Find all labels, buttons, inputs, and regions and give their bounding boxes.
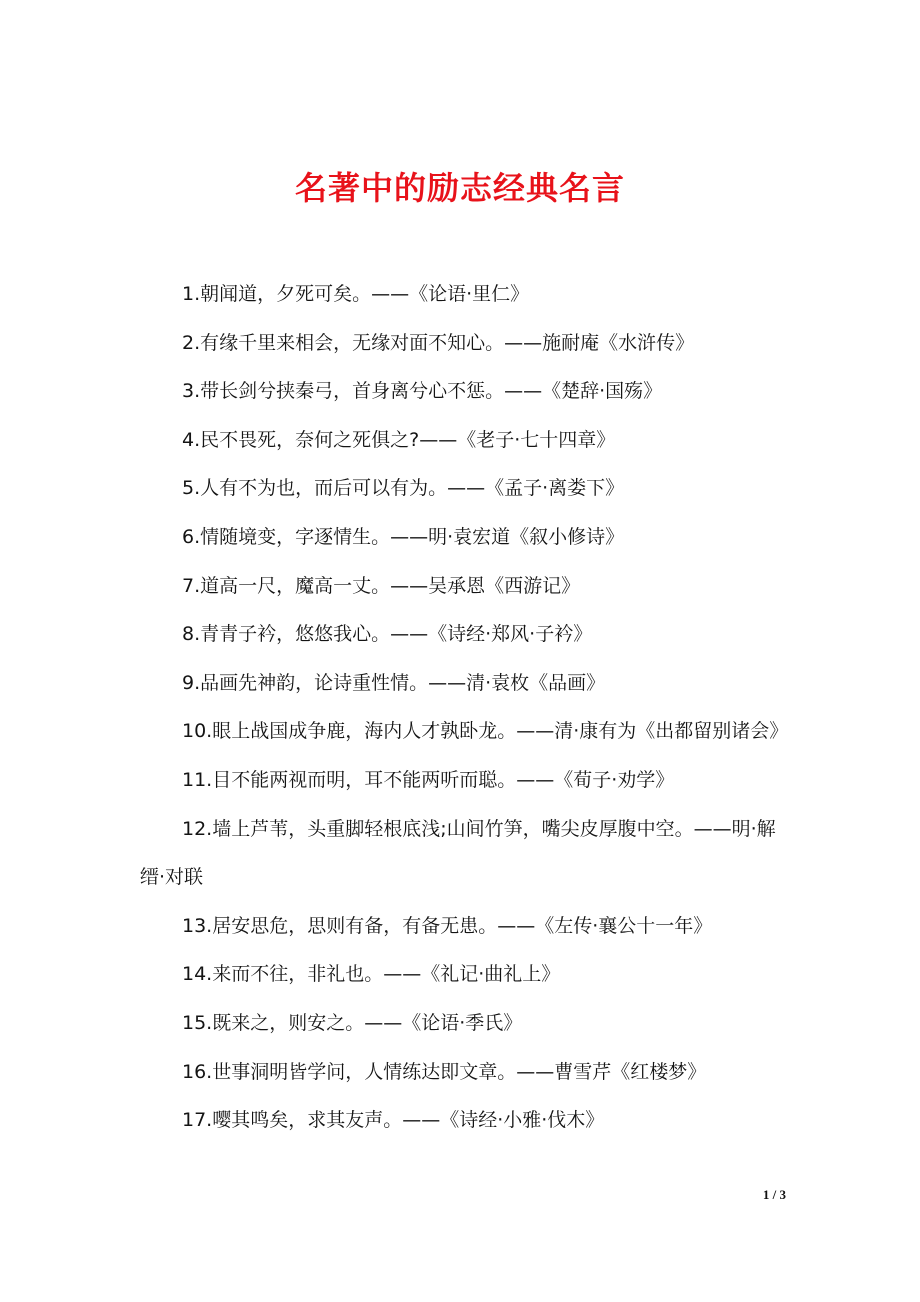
quote-item: 11.目不能两视而明，耳不能两听而聪。——《荀子·劝学》 xyxy=(182,768,675,791)
quote-item: 12.墙上芦苇，头重脚轻根底浅;山间竹笋，嘴尖皮厚腹中空。——明·解缙·对联 xyxy=(140,817,776,889)
quote-item: 15.既来之，则安之。——《论语·季氏》 xyxy=(182,1011,523,1034)
quote-item: 17.嘤其鸣矣，求其友声。——《诗经·小雅·伐木》 xyxy=(182,1109,605,1132)
page-number: 1 / 3 xyxy=(762,1187,786,1202)
quote-item: 7.道高一尺，魔高一丈。——吴承恩《西游记》 xyxy=(182,574,581,597)
quote-item: 4.民不畏死，奈何之死俱之?——《老子·七十四章》 xyxy=(182,428,616,451)
quote-item: 6.情随境变，字逐情生。——明·袁宏道《叙小修诗》 xyxy=(182,525,625,548)
quote-item: 3.带长剑兮挟秦弓，首身离兮心不惩。——《楚辞·国殇》 xyxy=(182,380,663,403)
quote-item: 10.眼上战国成争鹿，海内人才孰卧龙。——清·康有为《出都留别诸会》 xyxy=(182,720,789,743)
quote-item: 14.来而不往，非礼也。——《礼记·曲礼上》 xyxy=(182,963,561,986)
quote-item: 13.居安思危，思则有备，有备无患。——《左传·襄公十一年》 xyxy=(182,914,713,937)
quote-item: 2.有缘千里来相会，无缘对面不知心。——施耐庵《水浒传》 xyxy=(182,331,695,354)
quote-item: 16.世事洞明皆学问，人情练达即文章。——曹雪芹《红楼梦》 xyxy=(182,1060,707,1083)
quote-item: 9.品画先神韵，论诗重性情。——清·袁枚《品画》 xyxy=(182,671,606,694)
quote-item: 1.朝闻道，夕死可矣。——《论语·里仁》 xyxy=(182,283,530,305)
page-title: 名著中的励志经典名言 xyxy=(294,169,625,208)
quote-list xyxy=(140,270,789,1145)
quote-item: 5.人有不为也，而后可以有为。——《孟子·离娄下》 xyxy=(182,477,625,500)
quote-item: 8.青青子衿，悠悠我心。——《诗经·郑风·子衿》 xyxy=(182,623,593,646)
